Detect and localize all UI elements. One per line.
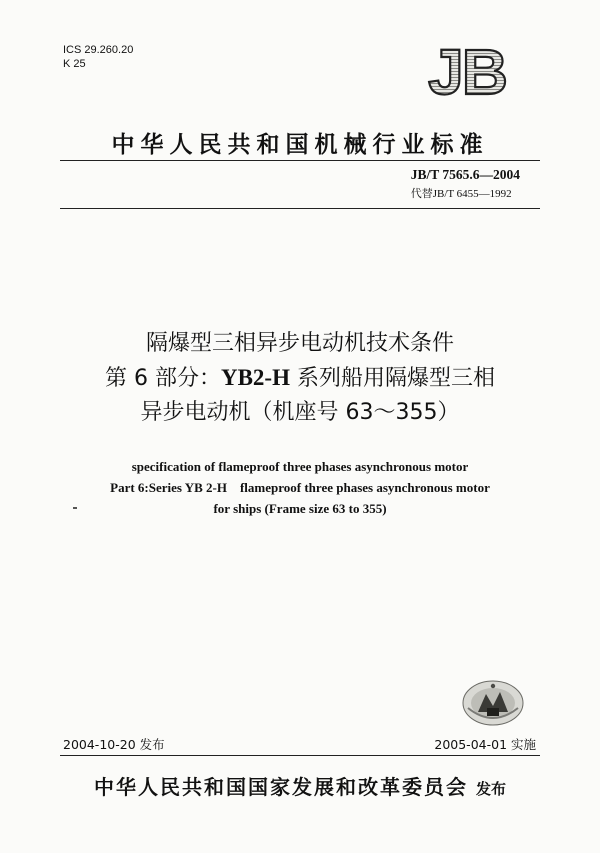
classification-codes: [63, 43, 133, 71]
english-title-line-1: specification of flameproof three phases asynchronous motor: [131, 459, 469, 474]
standard-number-block: [411, 167, 520, 201]
issue-date: 2004-10-20 发布: [63, 737, 165, 752]
ccs-code: K 25: [63, 58, 86, 70]
replaces-standard: 代替JB/T 6455—1992: [410, 188, 512, 200]
chinese-title-line-2: [0, 361, 600, 396]
jb-logo-text: JB: [428, 40, 506, 98]
issuer-line: [0, 771, 600, 800]
english-title-line-3: for ships (Frame size 63 to 355): [213, 501, 387, 516]
chinese-title-line-3: 异步电动机（机座号 63～355）: [140, 400, 460, 425]
ics-code: ICS 29.260.20: [63, 44, 134, 56]
chinese-title-line-2-rest: 系列船用隔爆型三相: [289, 366, 495, 391]
effective-date: 2005-04-01 实施: [434, 737, 536, 752]
jb-logo-icon: [414, 40, 520, 98]
scan-speck: [73, 507, 77, 509]
publisher-seal-icon: [460, 678, 526, 728]
top-rule: [60, 160, 540, 161]
english-title-line-2: Part 6:Series YB 2-H flameproof three phases asynchronous motor: [110, 480, 490, 495]
issuer-name: 中华人民共和国国家发展和改革委员会: [93, 775, 468, 799]
chinese-title: [0, 327, 600, 430]
header-rule: [60, 208, 540, 209]
chinese-title-line-1: 隔爆型三相异步电动机技术条件: [145, 331, 454, 356]
chinese-title-part-label: 第 6 部分：: [105, 366, 221, 391]
footer-rule: [60, 755, 540, 756]
standard-number: JB/T 7565.6—2004: [410, 167, 520, 182]
chinese-title-model: YB2-H: [220, 365, 290, 390]
english-title: [0, 456, 600, 519]
issuer-action: 发布: [475, 780, 506, 798]
org-title: 中华人民共和国机械行业标准: [111, 132, 489, 158]
